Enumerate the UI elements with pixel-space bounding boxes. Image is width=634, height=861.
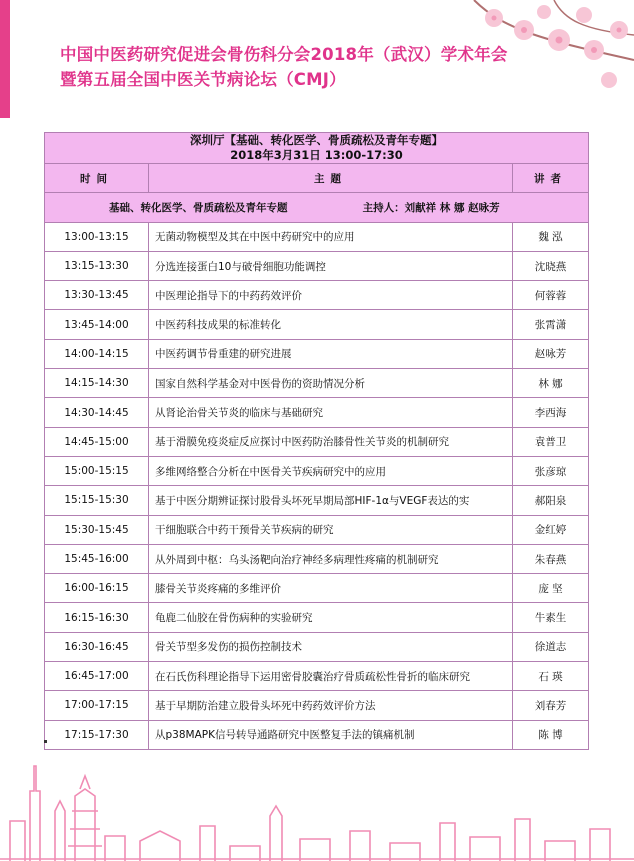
row-time: 15:15-15:30 [45, 486, 149, 515]
row-topic: 骨关节型多发伤的损伤控制技术 [149, 632, 513, 661]
row-speaker: 沈晓燕 [513, 251, 589, 280]
row-topic: 基于早期防治建立股骨头坏死中药药效评价方法 [149, 691, 513, 720]
column-header-time: 时间 [45, 164, 149, 193]
row-time: 13:45-14:00 [45, 310, 149, 339]
table-row [45, 427, 589, 456]
row-topic: 在石氏伤科理论指导下运用密骨胶囊治疗骨质疏松性骨折的临床研究 [149, 662, 513, 691]
table-row [45, 456, 589, 485]
row-time: 16:45-17:00 [45, 662, 149, 691]
table-row [45, 369, 589, 398]
title-line-1: 中国中医药研究促进会骨伤科分会2018年（武汉）学术年会 [60, 45, 508, 64]
hall-datetime: 2018年3月31日 13:00-17:30 [230, 148, 403, 162]
row-time: 13:15-13:30 [45, 251, 149, 280]
row-speaker: 李西海 [513, 398, 589, 427]
row-speaker: 张彦琼 [513, 456, 589, 485]
row-topic: 无菌动物模型及其在中医中药研究中的应用 [149, 222, 513, 251]
row-time: 17:15-17:30 [45, 720, 149, 749]
row-topic: 分选连接蛋白10与破骨细胞功能调控 [149, 251, 513, 280]
row-speaker: 林 娜 [513, 369, 589, 398]
row-time: 15:45-16:00 [45, 544, 149, 573]
table-row [45, 281, 589, 310]
row-topic: 基于中医分期辨证探讨股骨头坏死早期局部HIF-1α与VEGF表达的实 [149, 486, 513, 515]
row-speaker: 袁普卫 [513, 427, 589, 456]
row-topic: 从肾论治骨关节炎的临床与基础研究 [149, 398, 513, 427]
hall-header-cell [45, 133, 589, 164]
row-speaker: 徐道志 [513, 632, 589, 661]
row-topic: 国家自然科学基金对中医骨伤的资助情况分析 [149, 369, 513, 398]
row-topic: 基于滑膜免疫炎症反应探讨中医药防治膝骨性关节炎的机制研究 [149, 427, 513, 456]
row-topic: 膝骨关节炎疼痛的多维评价 [149, 574, 513, 603]
table-row [45, 574, 589, 603]
row-speaker: 朱春燕 [513, 544, 589, 573]
row-speaker: 牛素生 [513, 603, 589, 632]
row-topic: 中医药调节骨重建的研究进展 [149, 339, 513, 368]
row-time: 16:30-16:45 [45, 632, 149, 661]
session-row [45, 193, 589, 222]
session-hosts: 主持人：刘献祥 林 娜 赵咏芳 [362, 201, 500, 214]
row-speaker: 郝阳泉 [513, 486, 589, 515]
table-row [45, 603, 589, 632]
table-row [45, 339, 589, 368]
row-time: 16:00-16:15 [45, 574, 149, 603]
schedule-table [44, 132, 589, 750]
table-row [45, 310, 589, 339]
table-row [45, 544, 589, 573]
column-header-topic: 主题 [149, 164, 513, 193]
row-time: 14:30-14:45 [45, 398, 149, 427]
table-row [45, 251, 589, 280]
page-title [60, 42, 580, 92]
row-time: 17:00-17:15 [45, 691, 149, 720]
row-time: 15:00-15:15 [45, 456, 149, 485]
city-skyline-decoration [0, 751, 634, 861]
column-header-speaker: 讲者 [513, 164, 589, 193]
row-topic: 从外周到中枢：乌头汤靶向治疗神经多病理性疼痛的机制研究 [149, 544, 513, 573]
table-row [45, 222, 589, 251]
title-line-2: 暨第五届全国中医关节病论坛（CMJ） [60, 70, 346, 89]
row-topic: 中医理论指导下的中药药效评价 [149, 281, 513, 310]
table-row [45, 398, 589, 427]
row-speaker: 魏 泓 [513, 222, 589, 251]
row-time: 13:30-13:45 [45, 281, 149, 310]
session-subject: 基础、转化医学、骨质疏松及青年专题 [109, 201, 288, 214]
table-row [45, 691, 589, 720]
stray-dot [44, 740, 47, 743]
hall-header-row [45, 133, 589, 164]
row-time: 13:00-13:15 [45, 222, 149, 251]
row-speaker: 何蓉蓉 [513, 281, 589, 310]
row-topic: 多维网络整合分析在中医骨关节疾病研究中的应用 [149, 456, 513, 485]
session-cell [45, 193, 589, 222]
table-row [45, 515, 589, 544]
row-speaker: 刘春芳 [513, 691, 589, 720]
left-accent-bar [0, 0, 10, 118]
row-time: 14:00-14:15 [45, 339, 149, 368]
row-speaker: 陈 博 [513, 720, 589, 749]
row-time: 16:15-16:30 [45, 603, 149, 632]
row-time: 14:15-14:30 [45, 369, 149, 398]
row-topic: 龟鹿二仙胶在骨伤病种的实验研究 [149, 603, 513, 632]
table-row [45, 486, 589, 515]
row-speaker: 张霄潇 [513, 310, 589, 339]
row-speaker: 石 瑛 [513, 662, 589, 691]
table-row [45, 632, 589, 661]
table-row [45, 720, 589, 749]
row-speaker: 金红婷 [513, 515, 589, 544]
table-row [45, 662, 589, 691]
row-time: 15:30-15:45 [45, 515, 149, 544]
row-topic: 干细胞联合中药干预骨关节疾病的研究 [149, 515, 513, 544]
column-header-row [45, 164, 589, 193]
row-speaker: 赵咏芳 [513, 339, 589, 368]
row-time: 14:45-15:00 [45, 427, 149, 456]
row-speaker: 庞 坚 [513, 574, 589, 603]
row-topic: 从p38MAPK信号转导通路研究中医整复手法的镇痛机制 [149, 720, 513, 749]
row-topic: 中医药科技成果的标准转化 [149, 310, 513, 339]
hall-name: 深圳厅【基础、转化医学、骨质疏松及青年专题】 [190, 133, 444, 147]
